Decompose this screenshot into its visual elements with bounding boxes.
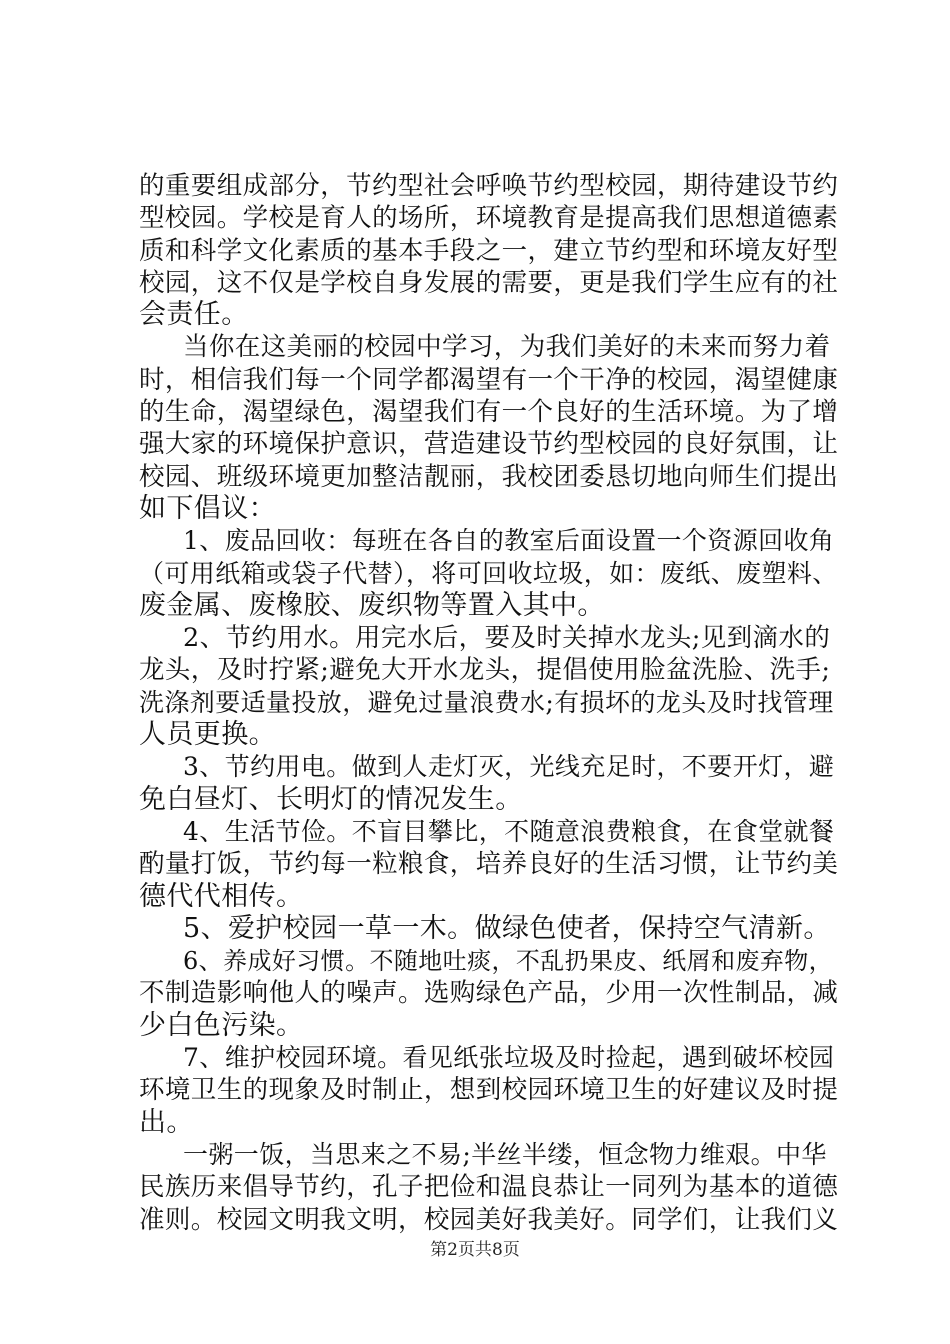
text-line: 5、爱护校园一草一木。做绿色使者，保持空气清新。: [183, 912, 831, 944]
text-line: 型校园。学校是育人的场所，环境教育是提高我们思想道德素: [139, 203, 839, 234]
text-line: 人员更换。: [139, 719, 276, 751]
text-line: 如下倡议：: [139, 492, 276, 524]
text-line: 一粥一饭，当思来之不易;半丝半缕，恒念物力维艰。中华: [183, 1139, 827, 1169]
text-line: （可用纸箱或袋子代替），将可回收垃圾，如：废纸、废塑料、: [139, 558, 838, 588]
text-line: 当你在这美丽的校园中学习，为我们美好的未来而努力着: [183, 332, 831, 363]
text-line: 准则。校园文明我文明，校园美好我美好。同学们，让我们义: [139, 1204, 839, 1235]
text-line: 质和科学文化素质的基本手段之一，建立节约型和环境友好型: [139, 235, 839, 266]
text-line: 的生命，渴望绿色，渴望我们有一个良好的生活环境。为了增: [139, 397, 839, 428]
text-line: 3、节约用电。做到人走灯灭，光线充足时，不要开灯，避: [183, 752, 835, 782]
text-line: 会责任。: [139, 299, 249, 331]
text-line: 时，相信我们每一个同学都渴望有一个干净的校园，渴望健康: [139, 364, 839, 395]
text-line: 酌量打饭，节约每一粒粮食，培养良好的生活习惯，让节约美: [139, 849, 839, 880]
text-line: 龙头，及时拧紧;避免大开水龙头，提倡使用脸盆洗脸、洗手;: [139, 655, 831, 686]
text-line: 校园，这不仅是学校自身发展的需要，更是我们学生应有的社: [139, 267, 839, 298]
text-line: 1、废品回收：每班在各自的教室后面设置一个资源回收角: [183, 526, 835, 556]
text-line: 废金属、废橡胶、废织物等置入其中。: [139, 589, 605, 621]
text-line: 环境卫生的现象及时制止，想到校园环境卫生的好建议及时提: [139, 1075, 839, 1106]
text-line: 民族历来倡导节约，孔子把俭和温良恭让一同列为基本的道德: [139, 1172, 839, 1203]
text-line: 强大家的环境保护意识，营造建设节约型校园的良好氛围，让: [139, 429, 839, 460]
text-line: 出。: [139, 1106, 194, 1138]
document-body: [139, 170, 839, 1236]
text-line: 6、养成好习惯。不随地吐痰，不乱扔果皮、纸屑和废弃物，: [183, 947, 834, 976]
text-line: 免白昼灯、长明灯的情况发生。: [139, 783, 523, 815]
page-number-current: 第2页: [430, 1240, 475, 1260]
text-line: 校园、班级环境更加整洁靓丽，我校团委恳切地向师生们提出: [139, 461, 839, 492]
text-line: 2、节约用水。用完水后，要及时关掉水龙头;见到滴水的: [183, 623, 831, 654]
text-line: 少白色污染。: [139, 1009, 304, 1041]
text-line: 不制造影响他人的噪声。选购绿色产品，少用一次性制品，减: [139, 978, 839, 1009]
page-footer: [0, 1239, 950, 1261]
text-line: 7、维护校园环境。看见纸张垃圾及时捡起，遇到破坏校园: [183, 1043, 835, 1073]
text-line: 4、生活节俭。不盲目攀比，不随意浪费粮食，在食堂就餐: [183, 816, 835, 846]
text-line: 德代代相传。: [139, 880, 304, 912]
page-number-total: 共8页: [475, 1240, 520, 1260]
text-line: 的重要组成部分，节约型社会呼唤节约型校园，期待建设节约: [139, 171, 839, 201]
text-line: 洗涤剂要适量投放，避免过量浪费水;有损坏的龙头及时找管理: [139, 687, 834, 717]
